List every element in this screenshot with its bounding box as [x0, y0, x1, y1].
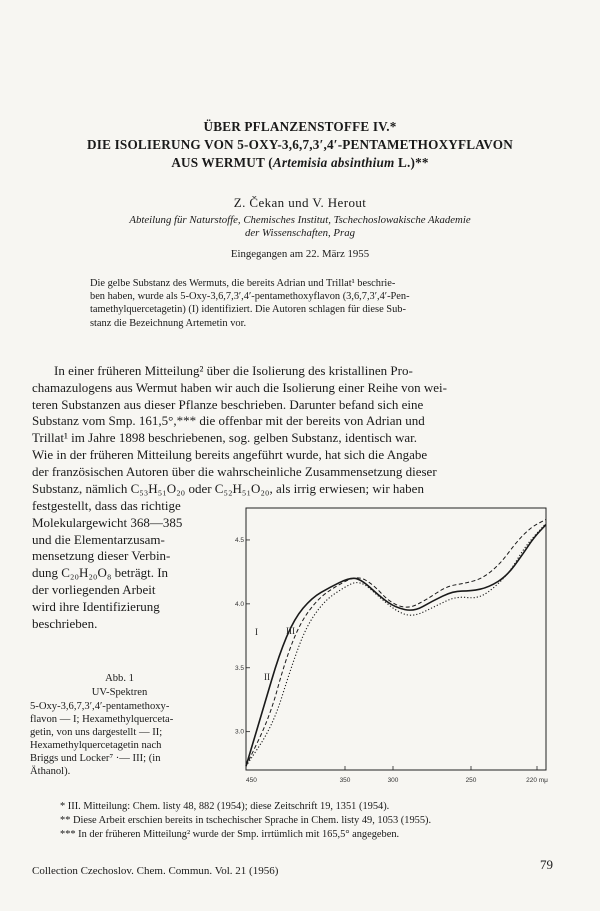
uv-spectrum-chart — [228, 500, 563, 792]
figure-caption-title: Abb. 1 — [105, 673, 134, 684]
body-line: Molekulargewicht 368—385 — [32, 514, 183, 530]
caption-line: 5-Oxy-3,6,7,3′,4′-pentamethoxy- — [30, 701, 170, 712]
received-date: Eingegangen am 22. März 1955 — [230, 248, 370, 260]
title-line-3-prefix: AUS WERMUT ( — [171, 155, 273, 170]
title-line-3-suffix: L.)** — [394, 155, 429, 170]
series-line-i — [246, 525, 546, 767]
y-tick-label: 3.5 — [234, 664, 244, 672]
caption-line: flavon — I; Hexamethylquercetа- — [30, 714, 174, 725]
caption-line: getin, von uns dargestellt — II; — [30, 727, 163, 738]
body-line: wird ihre Identifizierung — [32, 598, 160, 614]
body-line: chamazulogens aus Wermut haben wir auch die Isolierung einer Reihe von wei- — [32, 379, 447, 395]
body-line: beschrieben. — [32, 615, 98, 631]
affiliation-line-2: der Wissenschaften, Prag — [244, 227, 356, 239]
figure-caption — [30, 700, 210, 778]
body-line: und die Elementarzusam- — [32, 531, 165, 547]
body-line: Wie in der früheren Mitteilung bereits angeführt wurde, hat sich die Angabe — [32, 446, 428, 462]
series-line-ii — [246, 523, 546, 766]
series-line-iii — [246, 519, 546, 766]
x-tick-label: 450 — [246, 777, 257, 784]
figure-caption-subtitle: UV-Spektren — [91, 687, 148, 698]
caption-line: Briggs und Locker⁷ ·— III; (in — [30, 753, 161, 764]
body-line: In einer früheren Mitteilung² über die Isolierung des kristallinen Pro- — [54, 363, 413, 378]
body-text — [32, 363, 572, 497]
y-tick-label: 3.0 — [234, 728, 244, 736]
footnote: ** Diese Arbeit erschien bereits in tschechischer Sprache in Chem. listy 49, 1053 (1955). — [60, 815, 432, 826]
body-line: der vorliegenden Arbeit — [32, 581, 156, 597]
series-label-iii: III — [286, 626, 295, 636]
chart-frame — [246, 508, 546, 770]
footnote: * III. Mitteilung: Chem. listy 48, 882 (1954); diese Zeitschrift 19, 1351 (1954). — [60, 801, 390, 812]
series-label-i: I — [255, 627, 258, 637]
body-line: Trillat¹ im Jahre 1898 beschriebenen, sog. gelben Substanz, identisch war. — [32, 430, 418, 446]
abstract — [90, 277, 510, 330]
body-line: teren Substanzen aus dieser Pflanze beschrieben. Darunter befand sich eine — [32, 396, 424, 412]
page-number: 79 — [540, 857, 553, 872]
body-line: Substanz, nämlich C₅₃H₅₁O₂₀ oder C₅₂H₅₁O₂₀, als irrig erwiesen; wir haben — [32, 480, 424, 496]
body-text-narrow — [32, 498, 222, 632]
x-tick-label: 300 — [387, 777, 399, 784]
x-tick-label: 220 mμ — [526, 777, 548, 784]
title-line-2: DIE ISOLIERUNG VON 5-OXY-3,6,7,3′,4′-PENTAMETHOXYFLAVON — [87, 137, 513, 152]
journal-citation: Collection Czechoslov. Chem. Commun. Vol. 21 (1956) — [32, 865, 279, 877]
y-tick-label: 4.0 — [234, 600, 244, 608]
title-line-3 — [0, 155, 600, 171]
body-line: festgestellt, dass das richtige — [32, 498, 181, 513]
footnote: *** In der früheren Mitteilung² wurde der Smp. irrtümlich mit 165,5° angegeben. — [60, 829, 400, 840]
footnotes — [60, 800, 580, 842]
body-line: dung C₂₀H₂₀O₈ beträgt. In — [32, 565, 169, 581]
body-line: Substanz vom Smp. 161,5°,*** die offenbar mit der bereits von Adrian und — [32, 413, 425, 429]
abstract-line: tamethylquercetagetin) (I) identifiziert. Die Autoren schlagen für diese Sub- — [90, 304, 406, 316]
x-tick-label: 250 — [465, 777, 477, 784]
caption-line: Hexamethylquercetagetin nach — [30, 740, 162, 751]
title-species: Artemisia absinthium — [272, 155, 395, 170]
abstract-line: ben haben, wurde als 5-Oxy-3,6,7,3′,4′-pentamethoxyflavon (3,6,7,3′,4′-Pen- — [90, 291, 410, 303]
x-tick-label: 350 — [339, 777, 351, 784]
caption-line: Äthanol). — [30, 766, 71, 777]
title-line-1: ÜBER PFLANZENSTOFFE IV.* — [203, 119, 397, 134]
affiliation-line-1: Abteilung für Naturstoffe, Chemisches Institut, Tschechoslowakische Akademie — [129, 214, 471, 226]
y-tick-label: 4.5 — [234, 536, 244, 544]
abstract-line: Die gelbe Substanz des Wermuts, die bereits Adrian und Trillat¹ beschrie- — [90, 278, 396, 289]
body-line: der französischen Autoren über die wahrscheinliche Zusammensetzung dieser — [32, 463, 437, 479]
body-line: mensetzung dieser Verbin- — [32, 548, 171, 564]
series-label-ii: II — [264, 672, 270, 682]
authors: Z. Čekan und V. Herout — [233, 195, 367, 210]
abstract-line: stanz die Bezeichnung Artemetin vor. — [90, 317, 247, 329]
